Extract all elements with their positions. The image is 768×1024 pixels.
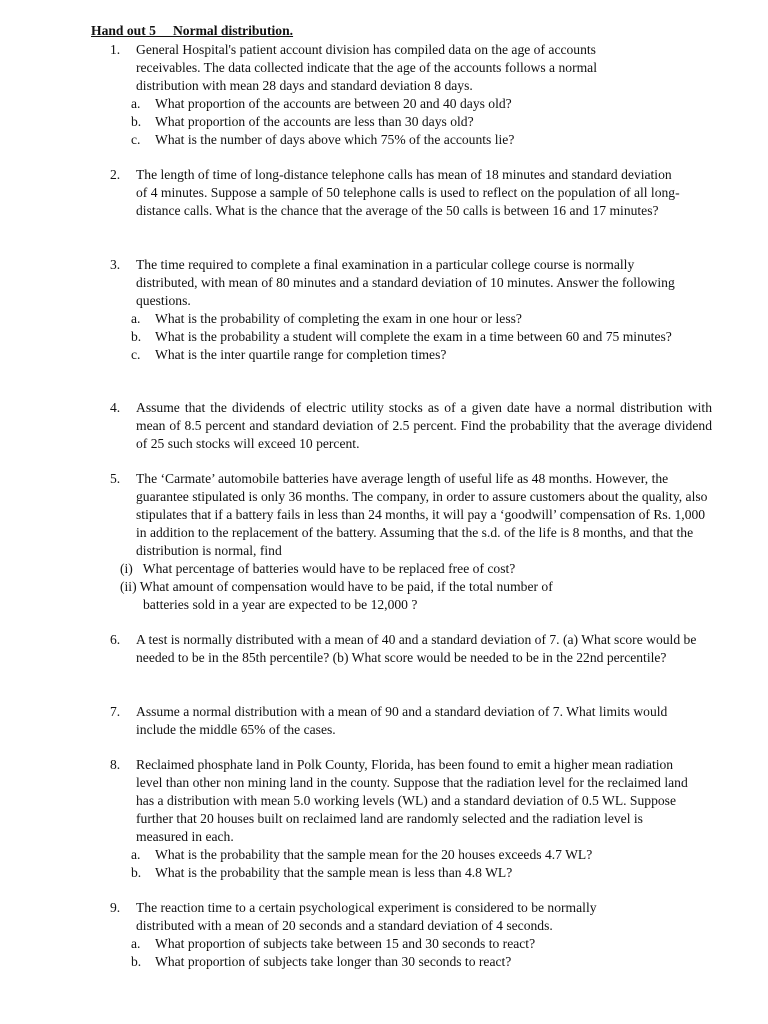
sub-label: a. [131, 96, 141, 111]
sub-text: What is the number of days above which 75% of the accounts lie? [155, 132, 515, 147]
question-text: A test is normally distributed with a mean of 40 and a standard deviation of 7. (a) What score would be needed to be in the 85th percentile? (b) What score would be needed to be in the 22nd percentile? [136, 632, 697, 665]
sub-label: c. [131, 132, 141, 147]
sub-label: b. [131, 865, 142, 880]
question-number: 3. [110, 257, 121, 272]
sub-label: b. [131, 114, 142, 129]
question-text: The ‘Carmate’ automobile batteries have average length of useful life as 48 months. However, the guarantee stipulated is only 36 months. The company, in order to assure customers about the quality, also stipulates that if a battery fails in less than 24 months, it will pay a ‘goodwill’ compensation of Rs. 1,000 in addition to the replacement of the battery. Assuming that the s.d. of the life is 8 months, and that the distribution is normal, find [136, 471, 708, 558]
question-text: Assume that the dividends of electric utility stocks as of a given date have a normal distribution with mean of 8.5 percent and standard deviation of 2.5 percent. Find the probability that the average dividend of 25 such stocks will exceed 10 percent. [136, 400, 712, 451]
sub-text: What proportion of the accounts are between 20 and 40 days old? [155, 96, 512, 111]
sub-label: a. [131, 847, 141, 862]
part-ii [120, 578, 660, 596]
question-number: 4. [110, 400, 121, 415]
question-1 [110, 41, 712, 149]
question-5-parts [120, 560, 660, 614]
question-number: 5. [110, 471, 121, 486]
sub-question-a [110, 95, 712, 113]
sub-question-b [110, 113, 712, 131]
question-number: 1. [110, 42, 121, 57]
question-text: The time required to complete a final examination in a particular college course is normally distributed, with mean of 80 minutes and a standard deviation of 10 minutes. Answer the following questions. [136, 257, 675, 308]
sub-text: What proportion of subjects take between 15 and 30 seconds to react? [155, 936, 536, 951]
sub-label: a. [131, 936, 141, 951]
sub-question-c [110, 346, 712, 364]
part-label: (ii) [120, 579, 137, 594]
part-text: What amount of compensation would have to be paid, if the total number of [139, 579, 553, 594]
sub-text: What proportion of the accounts are less than 30 days old? [155, 114, 474, 129]
sub-text: What is the probability a student will complete the exam in a time between 60 and 75 minutes? [155, 329, 672, 344]
sub-question-c [110, 131, 712, 149]
handout-title: Hand out 5 Normal distribution. [91, 23, 294, 38]
question-3 [110, 256, 712, 364]
sub-question-b [110, 953, 712, 971]
question-7 [110, 703, 712, 739]
question-number: 2. [110, 167, 121, 182]
question-number: 7. [110, 704, 121, 719]
question-text: General Hospital's patient account division has compiled data on the age of accounts receivables. The data collected indicate that the age of the accounts follows a normal distribution with mean 28 days and standard deviation 8 days. [136, 42, 597, 93]
sub-question-a [110, 310, 675, 328]
question-4 [110, 399, 712, 453]
question-2 [110, 166, 712, 220]
question-text: Reclaimed phosphate land in Polk County, Florida, has been found to emit a higher mean radiation level than other non mining land in the county. Suppose that the radiation level for the reclaimed land has a distribution with mean 5.0 working levels (WL) and a standard deviation of 0.5 WL. Suppose further that 20 houses built on reclaimed land are randomly selected and the radiation level is measured in each. [136, 757, 688, 844]
question-number: 8. [110, 757, 121, 772]
sub-label: a. [131, 311, 141, 326]
question-number: 9. [110, 900, 121, 915]
sub-question-a [110, 935, 712, 953]
sub-text: What proportion of subjects take longer than 30 seconds to react? [155, 954, 512, 969]
sub-label: c. [131, 347, 141, 362]
part-text: What percentage of batteries would have to be replaced free of cost? [142, 561, 516, 576]
part-ii-continued: batteries sold in a year are expected to be 12,000 ? [143, 597, 418, 612]
part-i [120, 560, 660, 578]
sub-question-b [110, 864, 712, 882]
question-5 [110, 470, 712, 560]
question-8 [110, 756, 712, 882]
sub-question-a [110, 846, 712, 864]
question-6 [110, 631, 712, 667]
question-text: The length of time of long-distance telephone calls has mean of 18 minutes and standard deviation of 4 minutes. Suppose a sample of 50 telephone calls is used to reflect on the population of all long-distance calls. What is the chance that the average of the 50 calls is between 16 and 17 minutes? [136, 167, 680, 218]
sub-label: b. [131, 329, 142, 344]
sub-text: What is the probability that the sample mean for the 20 houses exceeds 4.7 WL? [155, 847, 593, 862]
question-text: Assume a normal distribution with a mean of 90 and a standard deviation of 7. What limits would include the middle 65% of the cases. [136, 704, 668, 737]
sub-text: What is the probability of completing the exam in one hour or less? [155, 311, 522, 326]
question-text: The reaction time to a certain psychological experiment is considered to be normally distributed with a mean of 20 seconds and a standard deviation of 4 seconds. [136, 900, 597, 933]
part-label: (i) [120, 561, 133, 576]
sub-question-b [110, 328, 680, 346]
question-number: 6. [110, 632, 121, 647]
sub-text: What is the probability that the sample mean is less than 4.8 WL? [155, 865, 513, 880]
question-9 [110, 899, 712, 971]
sub-text: What is the inter quartile range for completion times? [155, 347, 447, 362]
sub-label: b. [131, 954, 142, 969]
